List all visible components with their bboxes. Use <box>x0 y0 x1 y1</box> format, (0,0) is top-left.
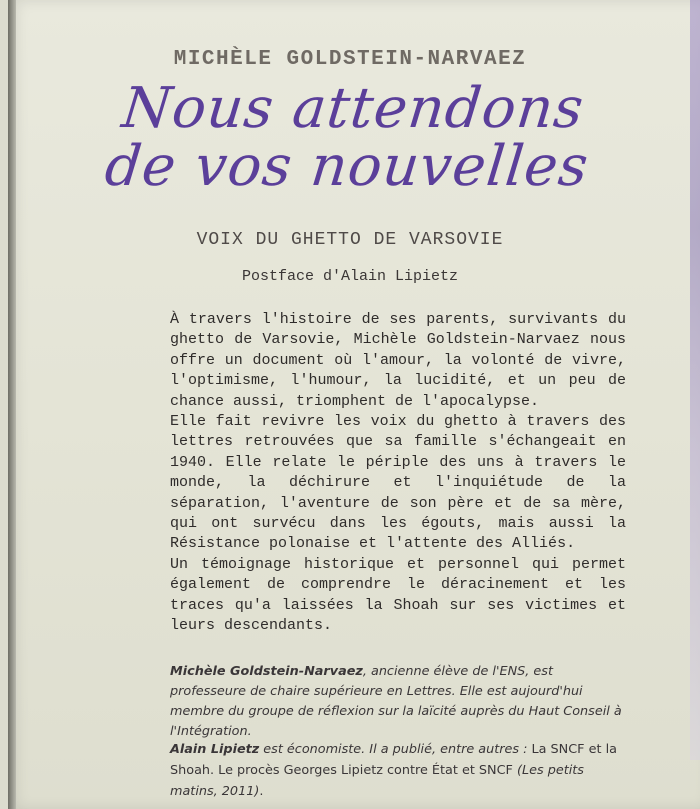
author-name-header: MICHÈLE GOLDSTEIN-NARVAEZ <box>173 48 527 71</box>
book-subtitle: VOIX DU GHETTO DE VARSOVIE <box>196 230 504 250</box>
author-bio-text: , ancienne élève de l'ENS, est professeure de chaire supérieure en Lettres. Elle est aujourd'hui membre du groupe de réflexion sur la laïcité auprès du Haut Conseil à l'Intégration. <box>170 664 622 739</box>
blurb-text <box>170 310 626 637</box>
postface-bio-text: est économiste. Il a publié, entre autres : <box>259 742 532 757</box>
book-title <box>0 76 700 199</box>
postface-bio-book-1: La SNCF et la Shoah. <box>170 742 617 778</box>
postface-bio-name: Alain Lipietz <box>170 742 260 757</box>
postface-bio-publisher: (Les petits matins, 2011) <box>170 763 584 799</box>
postface-bio-book-2: Le procès Georges Lipietz contre État et SNCF <box>214 763 517 778</box>
postface-bio-end: . <box>259 784 264 799</box>
book-title-line-2: de vos nouvelles <box>102 134 592 199</box>
postface-credit: Postface d'Alain Lipietz <box>241 268 459 285</box>
postface-author-bio <box>170 739 630 802</box>
author-bio <box>170 662 630 742</box>
author-bio-name: Michèle Goldstein-Narvaez <box>170 664 363 679</box>
book-title-line-1: Nous attendons <box>119 76 588 141</box>
blurb-paragraph-3: Un témoignage historique et personnel qui permet également de comprendre le déracinement et les traces qu'a laissées la Shoah sur ses victimes et leurs descendants. <box>170 555 626 635</box>
blurb-paragraph-2: Elle fait revivre les voix du ghetto à travers des lettres retrouvées que sa famille s'échangeait en 1940. Elle relate le périple des uns à travers le monde, la déchirure et l'inquiétude de la séparation, l'aventure de son père et de sa mère, qui ont survécu dans les égouts, mais aussi la Résistance polonaise et l'attente des Alliés. <box>170 413 626 553</box>
blurb-paragraph-1: À travers l'histoire de ses parents, survivants du ghetto de Varsovie, Michèle Goldstein-Narvaez nous offre un document où l'amour, la volonté de vivre, l'optimisme, l'humour, la lucidité, et un peu de chance aussi, triomphent de l'apocalypse. <box>170 311 626 410</box>
